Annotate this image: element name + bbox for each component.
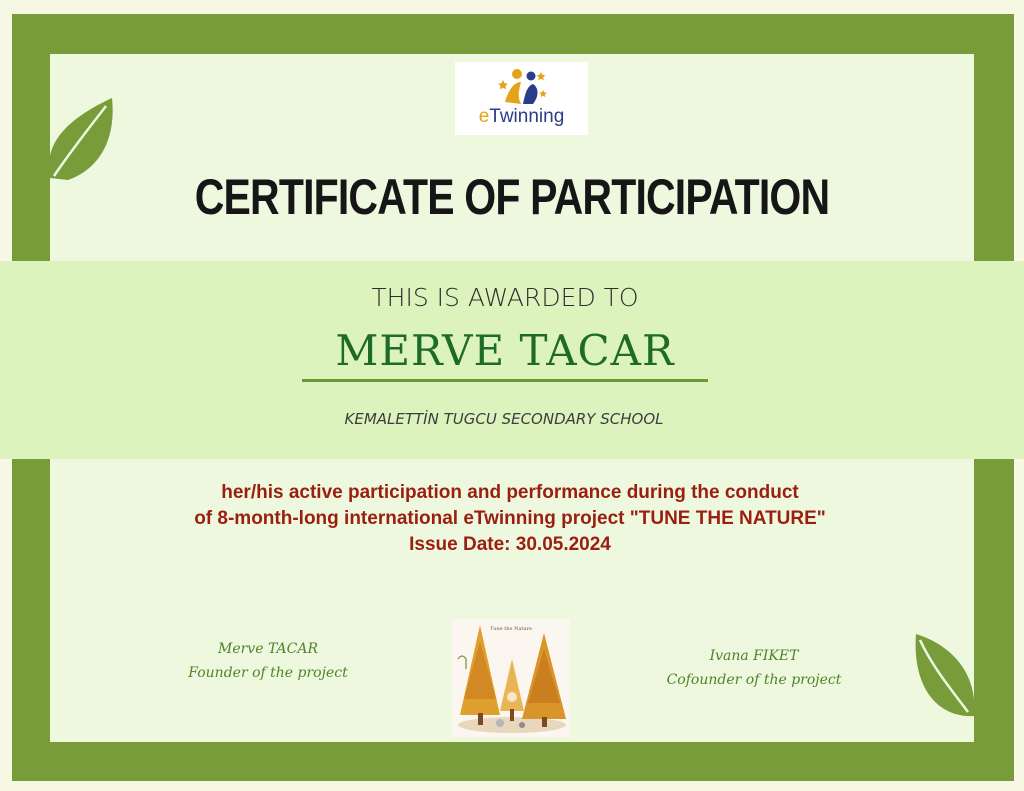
description-line: of 8-month-long international eTwinning project "TUNE THE NATURE" [194, 508, 826, 529]
issue-date: Issue Date: 30.05.2024 [409, 534, 611, 555]
forest-illustration [452, 619, 570, 737]
etwinning-logo-mark [497, 66, 547, 108]
cofounder-role: Cofounder of the project [666, 672, 842, 688]
description-line: her/his active participation and performance during the conduct [221, 482, 799, 503]
leaf-icon [908, 630, 980, 722]
project-artwork [452, 619, 570, 737]
school-name: KEMALETTİN TUGCU SECONDARY SCHOOL [344, 410, 664, 428]
awarded-to-label: THIS IS AWARDED TO [371, 283, 639, 312]
name-underline [302, 379, 708, 382]
founder-role: Founder of the project [188, 665, 348, 681]
etwinning-logo-text: eTwinning [478, 106, 565, 127]
founder-signature [148, 637, 388, 685]
cofounder-signature [634, 644, 874, 692]
recipient-name: MERVE TACAR [335, 326, 675, 375]
cofounder-name: Ivana FIKET [709, 648, 799, 664]
participation-description [0, 480, 1020, 558]
certificate-title: CERTIFICATE OF PARTICIPATION [194, 169, 830, 225]
artwork-caption: Tune the Nature [489, 626, 533, 632]
founder-name: Merve TACAR [217, 641, 318, 657]
etwinning-logo [455, 62, 588, 135]
